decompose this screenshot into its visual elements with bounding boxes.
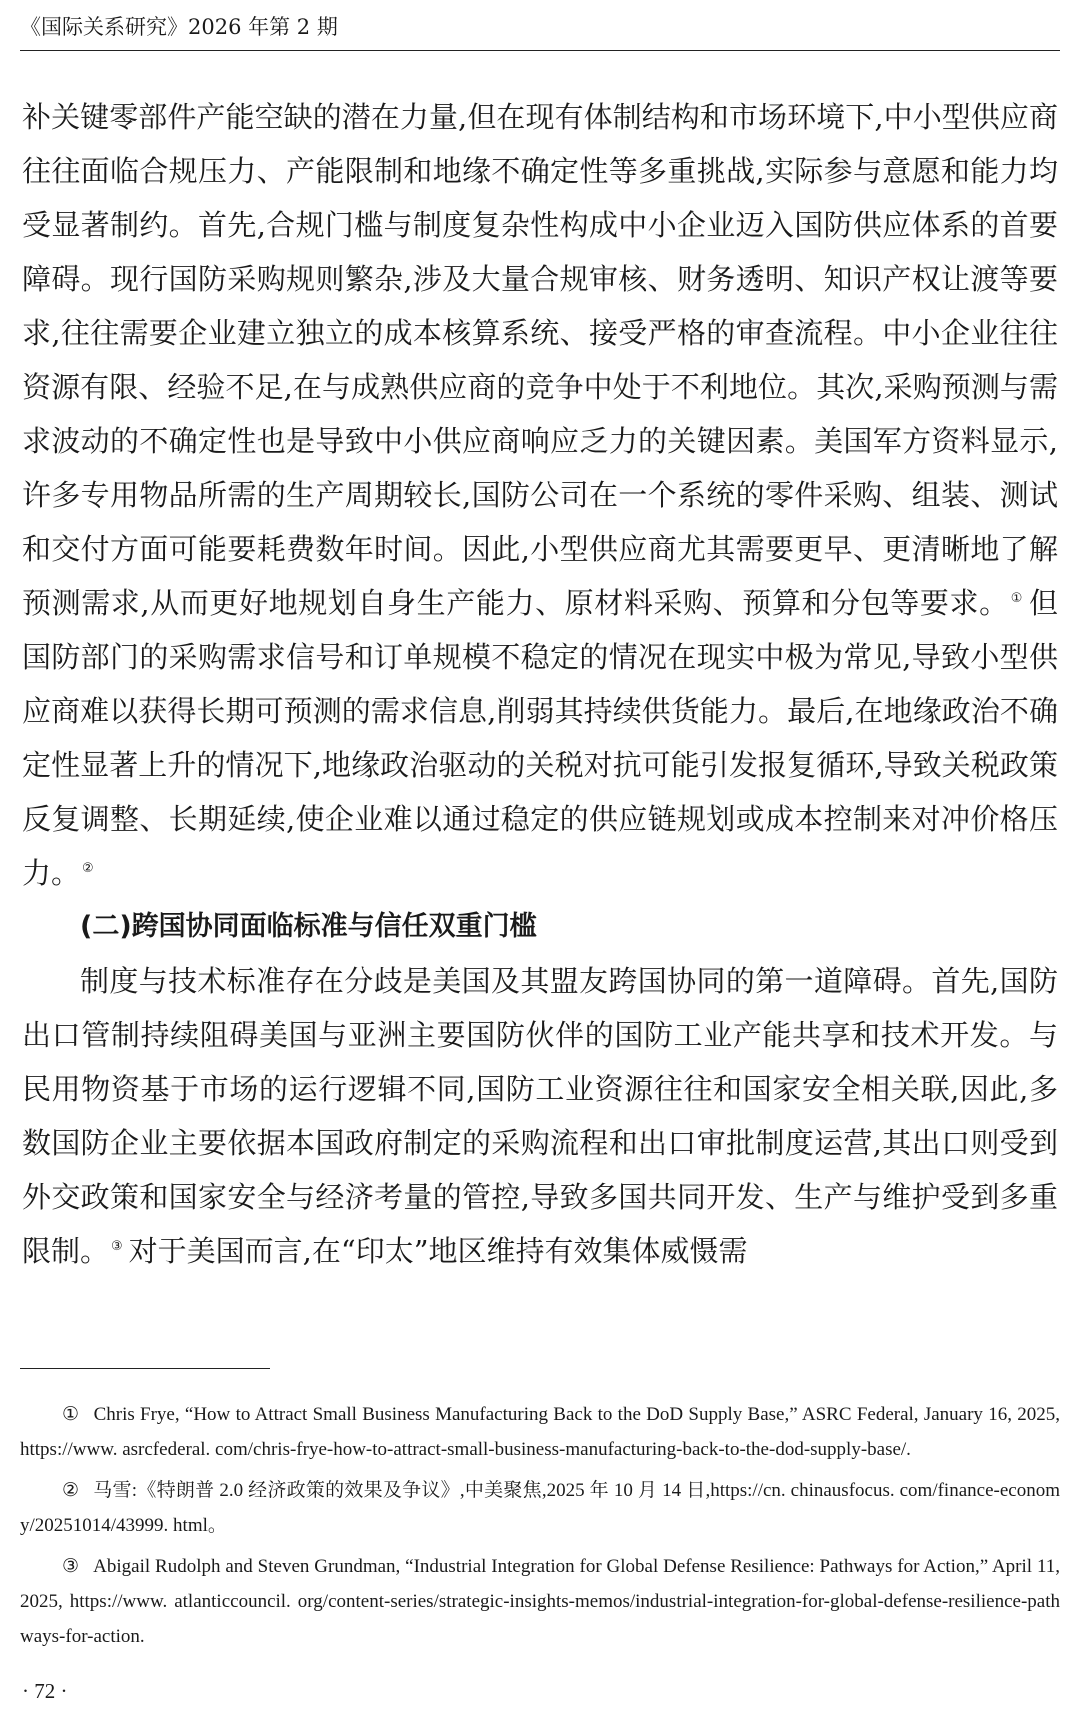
footnote-3-mark: ③ (62, 1556, 80, 1577)
paragraph-2 (22, 954, 1058, 1278)
footnote-divider (20, 1368, 270, 1369)
footnote-3 (20, 1549, 1060, 1654)
header-divider (20, 50, 1060, 51)
footnote-2 (20, 1473, 1060, 1543)
paragraph-1-continued: 但国防部门的采购需求信号和订单规模不稳定的情况在现实中极为常见,导致小型供应商难以获得长期可预测的需求信息,削弱其持续供货能力。最后,在地缘政治不确定性显著上升的情况下,地缘政治驱动的关税对抗可能引发报复循环,导致关税政策反复调整、长期延续,使企业难以通过稳定的供应链规划或成本控制来对冲价格压力。 (22, 586, 1058, 890)
footnote-ref-3[interactable]: ③ (111, 1239, 123, 1254)
running-head: 《国际关系研究》2026 年第 2 期 (20, 15, 338, 39)
footnote-3-text: Abigail Rudolph and Steven Grundman, “Industrial Integration for Global Defense Resilience: Pathways for Action,” April 11, 2025, https://www. atlanticcouncil. org/content-series/strategic-insights-memos/industrial-integration-for-global-defense-resilience-pathways-for-action. (20, 1556, 1060, 1647)
section-heading: (二)跨国协同面临标准与信任双重门槛 (80, 911, 537, 942)
paragraph-1-text: 补关键零部件产能空缺的潜在力量,但在现有体制结构和市场环境下,中小型供应商往往面临合规压力、产能限制和地缘不确定性等多重挑战,实际参与意愿和能力均受显著制约。首先,合规门槛与制度复杂性构成中小企业迈入国防供应体系的首要障碍。现行国防采购规则繁杂,涉及大量合规审核、财务透明、知识产权让渡等要求,往往需要企业建立独立的成本核算系统、接受严格的审查流程。中小企业往往资源有限、经验不足,在与成熟供应商的竞争中处于不利地位。其次,采购预测与需求波动的不确定性也是导致中小供应商响应乏力的关键因素。美国军方资料显示,许多专用物品所需的生产周期较长,国防公司在一个系统的零件采购、组装、测试和交付方面可能要耗费数年时间。因此,小型供应商尤其需要更早、更清晰地了解预测需求,从而更好地规划自身生产能力、原材料采购、预算和分包等要求。 (22, 100, 1058, 620)
footnote-1-mark: ① (62, 1404, 80, 1425)
paragraph-2-continued: 对于美国而言,在“印太”地区维持有效集体威慑需 (128, 1234, 748, 1268)
footnote-ref-2[interactable]: ② (82, 861, 94, 876)
footnote-1-text: Chris Frye, “How to Attract Small Business Manufacturing Back to the DoD Supply Base,” ASRC Federal, January 16, 2025, https://www. asrcfederal. com/chris-frye-how-to-attract-small-business-manufacturing-back-to-the-dod-supply-base/. (20, 1404, 1060, 1460)
paragraph-2-text: 制度与技术标准存在分歧是美国及其盟友跨国协同的第一道障碍。首先,国防出口管制持续阻碍美国与亚洲主要国防伙伴的国防工业产能共享和技术开发。与民用物资基于市场的运行逻辑不同,国防工业资源往往和国家安全相关联,因此,多数国防企业主要依据本国政府制定的采购流程和出口审批制度运营,其出口则受到外交政策和国家安全与经济考量的管控,导致多国共同开发、生产与维护受到多重限制。 (22, 964, 1058, 1268)
footnote-1 (20, 1397, 1060, 1467)
footnotes (20, 1397, 1060, 1654)
body-text (22, 90, 1058, 1278)
page-number: · 72 · (22, 1679, 68, 1703)
paragraph-1 (22, 90, 1058, 900)
footnote-2-text: 马雪:《特朗普 2.0 经济政策的效果及争议》,中美聚焦,2025 年 10 月 14 日,https://cn. chinausfocus. com/finance-economy/20251014/43999. html。 (20, 1480, 1060, 1536)
footnote-ref-1[interactable]: ① (1010, 591, 1023, 606)
footnote-2-mark: ② (62, 1480, 80, 1501)
